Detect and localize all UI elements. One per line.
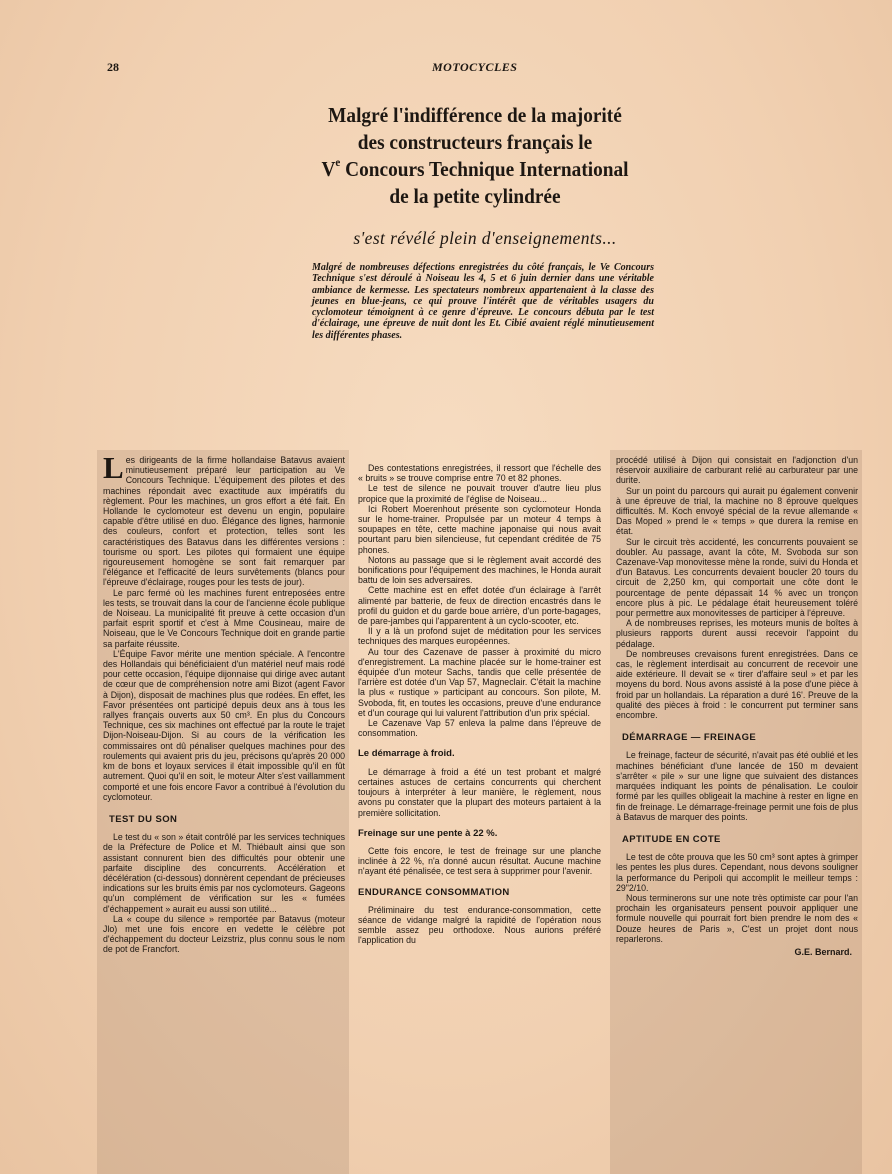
author-signature: G.E. Bernard.	[794, 946, 852, 957]
paragraph: Il y a là un profond sujet de méditation pour les services techniques des marques européennes.	[358, 626, 601, 647]
section-heading-endurance-consommation: ENDURANCE CONSOMMATION	[358, 886, 510, 898]
headline-line-4: de la petite cylindrée	[389, 184, 561, 208]
paragraph: Sur un point du parcours qui aurait pu également convenir à une épreuve de trial, la machine no 8 éprouve quelques difficultés. M. Koch envoyé spécial de la revue allemande « Das Moped » prend le « temps » que durera la remise en état.	[616, 485, 858, 537]
headline-roman-numeral: V	[321, 157, 336, 181]
headline-line-3	[296, 156, 655, 183]
column-right	[610, 450, 862, 1174]
page-number: 28	[107, 60, 119, 74]
paragraph: Le parc fermé où les machines furent entreposées entre les tests, se trouvait dans la cour de l'ancienne école publique de Noiseau. La municipalité fit preuve à cette occasion d'un parfait esprit sportif et c'est à Mme Cousineau, maire de Noiseau, que le Ve Concours Technique doit en grande partie sa parfaite réussite.	[103, 587, 345, 649]
paragraph: Le test de côte prouva que les 50 cm³ sont aptes à grimper les pentes les plus dures. Cependant, nous devons souligner la performance du Peripoli qui accomplit le meilleur temps : 29"2/10.	[616, 852, 858, 893]
paragraph	[103, 450, 345, 588]
paragraph: Le test du « son » était contrôlé par les services techniques de la Préfecture de Police et M. Thiébault ainsi que son assistant connurent bien des difficultés pour obtenir une parfaite discipline des concurrents. Accélération et décélération (ci-dessous) donnèrent cependant de précieuses indications sur les bruits émis par nos cyclomoteurs. Gageons qu'un complément de vérification sur les « fumées d'échappement » aurait eu aussi son utilité...	[103, 832, 345, 914]
paragraph: Nous terminerons sur une note très optimiste car pour l'an prochain les organisateurs pensent pouvoir appliquer une formule nouvelle qui pourrait fort bien prendre le nom des « Douze heures de Paris », C'est un projet dont nous reparlerons.	[616, 892, 858, 944]
article-subhead: s'est révélé plein d'enseignements...	[353, 228, 617, 248]
paragraph: Ici Robert Moerenhout présente son cyclomoteur Honda sur le home-trainer. Propulsée par un moteur 4 temps à soupapes en tête, cette machine japonaise qui nous avait pourtant paru bien silencieuse, fut cependant créditée de 75 phones.	[358, 503, 601, 555]
paragraph: A de nombreuses reprises, les moteurs munis de boîtes à plusieurs rapports durent aussi recevoir l'appoint du pédalage.	[616, 618, 858, 649]
running-head: MOTOCYCLES	[432, 60, 518, 74]
column-left	[97, 450, 349, 1174]
paragraph: Le démarrage à froid a été un test probant et malgré certaines astuces de certains concurrents qui cherchent toujours à interpréter à leur manière, le règlement, nous avons pu constater que la plupart des moteurs partaient à la première sollicitation.	[358, 766, 601, 818]
paragraph: De nombreuses crevaisons furent enregistrées. Dans ce cas, le règlement interdisait au concurrent de recevoir une aide extérieure. Il devait se « tirer d'affaire seul » et par les moyens du bord. Nous avons assisté à la pose d'une pièce à froid par un hollandais. La réparation a duré 16'. Preuve de la qualité des pièces à froid : le concurrent put terminer sans encombre.	[616, 648, 858, 721]
paragraph: Cette fois encore, le test de freinage sur une planche inclinée à 22 %, n'a donné aucun résultat. Aucune machine n'ayant été pénalisée, ce test sera à supprimer pour l'avenir.	[358, 845, 601, 877]
paragraph: Cette machine est en effet dotée d'un éclairage à l'arrêt alimenté par batterie, de feux de direction encastrés dans le profil du guidon et du garde boue arrière, d'un porte-bagages, de pare-jambes qui l'apparentent à un cyclo-scooter, etc.	[358, 585, 601, 627]
paragraph: La « coupe du silence » remportée par Batavus (moteur Jlo) met une fois encore en vedette le célèbre pot d'échappement du docteur Leizstriz, plus connu sous le nom de pot de Francfort.	[103, 913, 345, 955]
article-headline	[296, 102, 655, 210]
column-middle	[358, 463, 601, 946]
section-heading-test-du-son: TEST DU SON	[109, 813, 178, 825]
paragraph: Préliminaire du test endurance-consommation, cette séance de vidange malgré la rapidité de l'opération nous semble assez peu orthodoxe. Nous aurions préféré l'application du	[358, 904, 601, 946]
paragraph: procédé utilisé à Dijon qui consistait en l'adjonction d'un réservoir auxiliaire de carburant relié au carburateur par une durite.	[616, 455, 858, 486]
paragraph: Le freinage, facteur de sécurité, n'avait pas été oublié et les machines bénéficiant d'une lancée de 150 m devaient s'arrêter « pile » sur une ligne que suivaient des distances marquées indiquant les points de pénalisation. Le couloir formé par les quilles obligeait la machine à rester en ligne en fin de freinage. Le démarrage-freinage permit une fois de plus à Batavus de marquer des points.	[616, 750, 859, 822]
paragraph: Des contestations enregistrées, il ressort que l'échelle des « bruits » se trouve comprise entre 70 et 82 phones.	[358, 463, 601, 484]
paragraph-text: es dirigeants de la firme hollandaise Batavus avaient minutieusement préparé leur participation au Ve Concours Technique. L'équipement des pilotes et des machines répondait avec exactitude aux impératifs du règlement. Pour les machines, un gros effort a été fait. En Hollande le cyclomoteur est devenu un engin, populaire capable d'être utilisé en duo. Élégance des lignes, harmonie des couleurs, confort et protection, telles sont les caractéristiques des Batavus dans les différentes versions : tourisme ou sport. Les pilotes qui formaient une équipe rigoureusement homogène se sont fait remarquer par l'élégance et l'efficacité de leurs survêtements (blancs pour l'épreuve d'éclairage, rouges pour les tests de jour).	[103, 455, 345, 588]
paragraph: Le Cazenave Vap 57 enleva la palme dans l'épreuve de consommation.	[358, 718, 601, 739]
section-heading-demarrage-freinage: DÉMARRAGE — FREINAGE	[622, 732, 757, 744]
paragraph: Sur le circuit très accidenté, les concurrents pouvaient se doubler. Au passage, avant la côte, M. Svoboda sur son Cazenave-Vap monovitesse mène la ronde, suivi du Honda et d'un Batavus. Les concurrents devaient boucler 20 tours du circuit de 2,250 km, qui comportait une côte dont le pourcentage de pente dépassait 14 % avec un tronçon encore plus à pic. Le pédalage était heureusement toléré pour permettre aux monovitesses de participer à l'épreuve.	[616, 536, 858, 619]
drop-cap: L	[103, 450, 124, 485]
section-heading-freinage-pente: Freinage sur une pente à 22 %.	[358, 827, 498, 839]
paragraph: Le test de silence ne pouvait trouver d'autre lieu plus propice que la proximité de l'église de Noiseau...	[358, 483, 601, 504]
paragraph: Notons au passage que si le règlement avait accordé des bonifications pour l'équipement des machines, le Honda aurait battu de loin ses adversaires.	[358, 554, 601, 586]
headline-line-1: Malgré l'indifférence de la majorité	[328, 103, 622, 127]
section-heading-demarrage-a-froid: Le démarrage à froid.	[358, 748, 455, 760]
paragraph: L'Équipe Favor mérite une mention spéciale. A l'encontre des Hollandais qui bénéficiaient d'un matériel neuf mais rodé pour cette occasion, l'équipe dijonnaise qui dirige avec autant de cœur que de compréhension notre ami Bizot (agent Favor à Dijon), disposait de machines plus que rodées. En effet, les Favor présentées ont participé depuis deux ans à tous les rallyes français ouverts aux 50 cm³. En plus du Concours Technique, ces six machines ont effectué par la route le trajet Dijon-Noiseau-Dijon. Si au cours de la vérification les commissaires ont dû pénaliser quelques machines pour des roulements qui avaient pris du jeu, précisons qu'après 20 000 km de bons et loyaux services il était impossible qu'il en fût autrement. Quoi qu'il en soit, le moteur Alter s'est vaillamment comporté et une fois encore Favor a contribué à l'évolution du cyclomoteur.	[103, 648, 345, 802]
paragraph: Au tour des Cazenave de passer à proximité du micro d'enregistrement. La machine placée sur le home-trainer est équipée d'un moteur Sachs, tandis que celle présentée de l'arrière est dotée d'un Vap 57, Magneclair. C'était la machine la plus « rustique » participant au concours. Son pilote, M. Svoboda, fit, en toutes les occasions, preuve d'une endurance et d'un courage qui lui valurent l'attribution d'un prix spécial.	[358, 646, 601, 718]
headline-line-2: des constructeurs français le	[357, 130, 593, 154]
article-lead: Malgré de nombreuses défections enregistrées du côté français, le Ve Concours Technique s'est déroulé à Noiseau les 4, 5 et 6 juin dernier dans une véritable ambiance de kermesse. Les spectateurs nombreux appartenaient à la classe des jeunes en blue-jeans, ce qui prouve l'intérêt que de véritables usagers du cyclomoteur témoignent à ce genre d'épreuve. Le concours débuta par le test d'éclairage, une épreuve de nuit dont les Et. Cibié avaient réglé minutieusement les différentes phases.	[312, 262, 654, 341]
headline-ordinal-sup: e	[335, 155, 341, 169]
headline-line-3-text: Concours Technique International	[340, 157, 629, 181]
section-heading-aptitude-en-cote: APTITUDE EN COTE	[622, 833, 721, 845]
